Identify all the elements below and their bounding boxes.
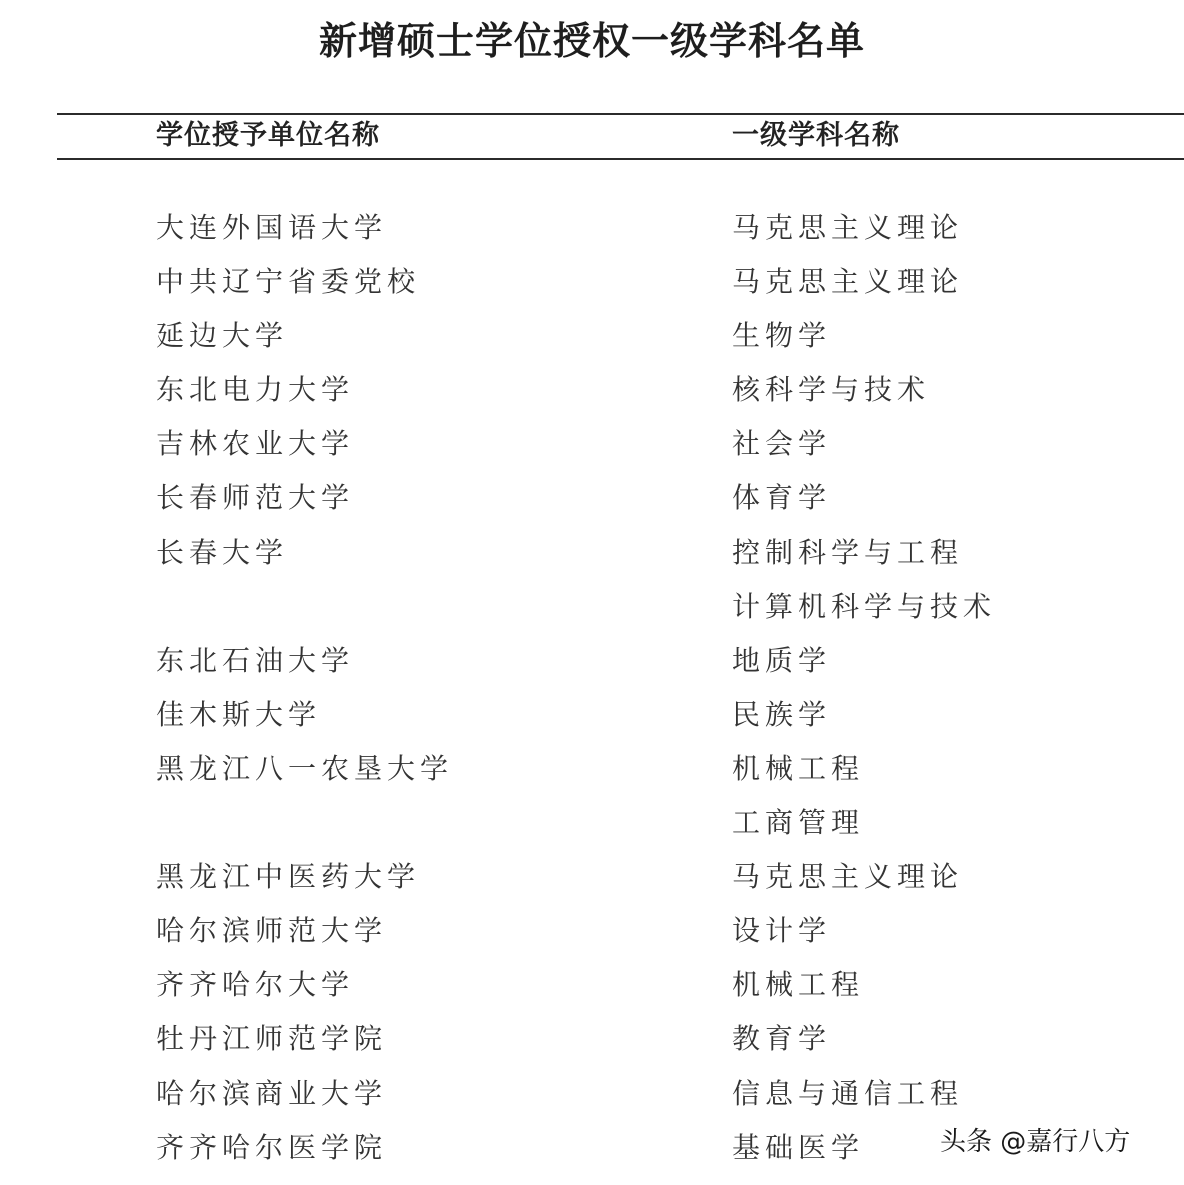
table-row (0, 526, 1184, 580)
unit-name-cell: 大连外国语大学 (156, 211, 388, 244)
unit-name-cell: 延边大学 (156, 319, 289, 353)
table-row (0, 958, 1184, 1012)
subject-name-cell: 民族学 (732, 697, 832, 731)
subject-name-cell: 马克思主义理论 (732, 265, 964, 299)
table-row (0, 904, 1184, 958)
unit-name-cell: 黑龙江八一农垦大学 (156, 751, 454, 785)
subject-name-cell: 基础医学 (732, 1130, 865, 1164)
subject-name-cell: 核科学与技术 (732, 373, 931, 407)
document-title: 新增硕士学位授权一级学科名单 (318, 18, 865, 63)
unit-name-cell: 牡丹江师范学院 (156, 1022, 388, 1056)
subject-name-cell: 设计学 (732, 914, 832, 948)
subject-name-cell: 马克思主义理论 (732, 211, 964, 244)
table-row (0, 850, 1184, 904)
unit-name-cell: 长春大学 (156, 535, 289, 569)
subject-name-cell: 体育学 (732, 481, 832, 515)
table-row (0, 471, 1184, 525)
subject-name-cell: 信息与通信工程 (732, 1076, 964, 1110)
subject-name-cell: 教育学 (732, 1022, 832, 1056)
table-row (0, 363, 1184, 417)
table-row (0, 688, 1184, 742)
table-row (0, 634, 1184, 688)
unit-name-cell: 东北石油大学 (156, 643, 355, 677)
column-header-subject: 一级学科名称 (732, 120, 900, 151)
subject-name-cell: 机械工程 (732, 751, 865, 785)
subject-name-cell: 生物学 (732, 319, 832, 353)
subject-name-cell: 计算机科学与技术 (732, 589, 997, 623)
subject-name-cell: 控制科学与工程 (732, 535, 964, 569)
table-top-rule (57, 113, 1184, 115)
unit-name-cell: 东北电力大学 (156, 373, 355, 407)
table-header-rule (57, 158, 1184, 160)
table-row (0, 742, 1184, 796)
table-body (0, 201, 1184, 1175)
subject-name-cell: 地质学 (732, 643, 832, 677)
subject-name-cell: 社会学 (732, 427, 832, 461)
subject-name-cell: 马克思主义理论 (732, 860, 964, 894)
unit-name-cell: 哈尔滨商业大学 (156, 1076, 388, 1110)
unit-name-cell: 长春师范大学 (156, 481, 355, 515)
table-row (0, 1067, 1184, 1121)
unit-name-cell: 佳木斯大学 (156, 697, 322, 731)
subject-name-cell: 工商管理 (732, 806, 865, 840)
source-watermark: 头条 @嘉行八方 (940, 1127, 1131, 1157)
unit-name-cell: 齐齐哈尔大学 (156, 968, 355, 1002)
unit-name-cell: 中共辽宁省委党校 (156, 265, 421, 299)
table-row (0, 417, 1184, 471)
table-row (0, 309, 1184, 363)
unit-name-cell: 黑龙江中医药大学 (156, 860, 421, 894)
unit-name-cell: 齐齐哈尔医学院 (156, 1130, 388, 1164)
unit-name-cell: 吉林农业大学 (156, 427, 355, 461)
table-row (0, 580, 1184, 634)
table-row (0, 1012, 1184, 1066)
unit-name-cell: 哈尔滨师范大学 (156, 914, 388, 948)
subject-name-cell: 机械工程 (732, 968, 865, 1002)
column-header-unit: 学位授予单位名称 (156, 120, 380, 151)
table-row (0, 796, 1184, 850)
table-row (0, 201, 1184, 255)
table-row (0, 255, 1184, 309)
